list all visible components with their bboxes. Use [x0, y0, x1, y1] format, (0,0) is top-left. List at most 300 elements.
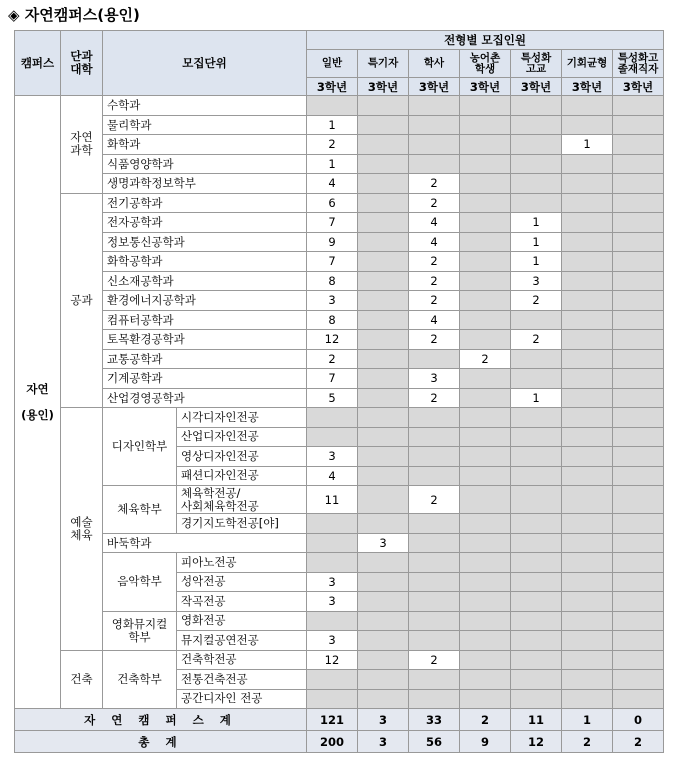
header-type-6: 특성화고 졸재직자	[613, 50, 664, 78]
count-cell	[511, 650, 562, 670]
count-cell	[409, 533, 460, 553]
count-cell	[460, 514, 511, 534]
count-cell	[613, 670, 664, 690]
count-cell: 3	[307, 447, 358, 467]
subtotal-row-value: 1	[562, 709, 613, 731]
count-cell	[358, 349, 409, 369]
count-cell	[409, 689, 460, 709]
count-cell	[460, 572, 511, 592]
count-cell: 3	[307, 631, 358, 651]
count-cell	[562, 631, 613, 651]
page-title: ◈ 자연캠퍼스(용인)	[8, 6, 140, 24]
count-cell	[409, 611, 460, 631]
count-cell	[562, 572, 613, 592]
count-cell	[613, 572, 664, 592]
count-cell	[307, 408, 358, 428]
total-row-value: 12	[511, 731, 562, 753]
table-row	[15, 310, 664, 330]
count-cell	[460, 650, 511, 670]
count-cell	[409, 670, 460, 690]
header-year-2: 3학년	[409, 78, 460, 96]
count-cell	[409, 154, 460, 174]
count-cell	[307, 514, 358, 534]
count-cell	[511, 115, 562, 135]
count-cell	[613, 349, 664, 369]
subtotal-row-value: 2	[460, 709, 511, 731]
count-cell	[358, 486, 409, 514]
count-cell	[562, 650, 613, 670]
college-natsci: 자연 과학	[61, 96, 103, 194]
header-college: 단과 대학	[61, 31, 103, 96]
count-cell	[409, 514, 460, 534]
table-row	[15, 369, 664, 389]
unit-name: 토목환경공학과	[103, 330, 307, 350]
header-year-3: 3학년	[460, 78, 511, 96]
count-cell	[409, 447, 460, 467]
table-row	[15, 96, 664, 116]
count-cell	[307, 427, 358, 447]
count-cell	[511, 96, 562, 116]
count-cell	[358, 514, 409, 534]
count-cell: 4	[409, 310, 460, 330]
count-cell	[613, 427, 664, 447]
college-arch: 건축	[61, 650, 103, 709]
count-cell	[460, 631, 511, 651]
count-cell: 12	[307, 650, 358, 670]
header-type-0: 일반	[307, 50, 358, 78]
total-row-value: 2	[562, 731, 613, 753]
table-row	[15, 611, 664, 631]
count-cell	[613, 115, 664, 135]
count-cell: 2	[409, 174, 460, 194]
unit-name: 성악전공	[177, 572, 307, 592]
total-row-value: 200	[307, 731, 358, 753]
unit-name: 바둑학과	[103, 533, 307, 553]
unit-name: 환경에너지공학과	[103, 291, 307, 311]
count-cell	[409, 592, 460, 612]
count-cell	[613, 408, 664, 428]
count-cell	[562, 486, 613, 514]
subtotal-row-value: 33	[409, 709, 460, 731]
count-cell	[460, 291, 511, 311]
count-cell	[460, 427, 511, 447]
count-cell	[409, 427, 460, 447]
table-row	[15, 252, 664, 272]
header-year-6: 3학년	[613, 78, 664, 96]
unit-name: 작곡전공	[177, 592, 307, 612]
count-cell	[358, 232, 409, 252]
subtotal-row-value: 11	[511, 709, 562, 731]
count-cell	[511, 670, 562, 690]
count-cell: 2	[511, 291, 562, 311]
count-cell	[460, 486, 511, 514]
count-cell	[460, 310, 511, 330]
count-cell	[409, 553, 460, 573]
unit-name: 식품영양학과	[103, 154, 307, 174]
count-cell	[562, 291, 613, 311]
table-row	[15, 650, 664, 670]
unit-name: 시각디자인전공	[177, 408, 307, 428]
count-cell: 2	[409, 650, 460, 670]
total-row-value: 2	[613, 731, 664, 753]
count-cell	[358, 310, 409, 330]
count-cell	[460, 553, 511, 573]
count-cell	[562, 330, 613, 350]
count-cell	[511, 447, 562, 467]
count-cell	[562, 670, 613, 690]
header-type-5: 기회균형	[562, 50, 613, 78]
unit-name: 건축학전공	[177, 650, 307, 670]
count-cell	[613, 514, 664, 534]
count-cell: 3	[307, 291, 358, 311]
count-cell	[562, 232, 613, 252]
header-year-4: 3학년	[511, 78, 562, 96]
table-row	[15, 486, 664, 514]
count-cell: 1	[307, 115, 358, 135]
count-cell	[562, 115, 613, 135]
count-cell	[307, 96, 358, 116]
count-cell	[358, 592, 409, 612]
count-cell	[307, 611, 358, 631]
college-eng: 공과	[61, 193, 103, 408]
table-row	[15, 174, 664, 194]
count-cell	[562, 174, 613, 194]
subtotal-row	[15, 709, 664, 731]
table-row	[15, 349, 664, 369]
count-cell: 2	[460, 349, 511, 369]
unit-name: 체육학전공/ 사회체육학전공	[177, 486, 307, 514]
count-cell: 6	[307, 193, 358, 213]
count-cell	[562, 427, 613, 447]
header-unit: 모집단위	[103, 31, 307, 96]
count-cell	[358, 154, 409, 174]
count-cell	[409, 115, 460, 135]
subtotal-row-value: 121	[307, 709, 358, 731]
count-cell	[460, 252, 511, 272]
count-cell: 1	[511, 213, 562, 233]
count-cell	[511, 631, 562, 651]
count-cell	[613, 592, 664, 612]
count-cell	[511, 514, 562, 534]
unit-name: 뮤지컬공연전공	[177, 631, 307, 651]
count-cell: 1	[511, 232, 562, 252]
header-campus: 캠퍼스	[15, 31, 61, 96]
count-cell: 2	[409, 388, 460, 408]
subtotal-row-label: 자 연 캠 퍼 스 계	[15, 709, 307, 731]
count-cell	[460, 689, 511, 709]
count-cell	[358, 670, 409, 690]
count-cell	[511, 533, 562, 553]
count-cell	[511, 553, 562, 573]
count-cell	[358, 408, 409, 428]
count-cell	[460, 670, 511, 690]
count-cell	[613, 193, 664, 213]
count-cell	[613, 154, 664, 174]
count-cell	[511, 611, 562, 631]
count-cell	[358, 611, 409, 631]
count-cell	[613, 447, 664, 467]
count-cell	[460, 408, 511, 428]
count-cell	[562, 349, 613, 369]
table-row	[15, 553, 664, 573]
count-cell	[460, 174, 511, 194]
count-cell	[460, 611, 511, 631]
count-cell: 7	[307, 252, 358, 272]
count-cell	[511, 193, 562, 213]
count-cell	[358, 689, 409, 709]
count-cell	[409, 135, 460, 155]
unit-name: 산업경영공학과	[103, 388, 307, 408]
count-cell	[358, 115, 409, 135]
count-cell	[511, 349, 562, 369]
count-cell	[358, 572, 409, 592]
unit-name: 산업디자인전공	[177, 427, 307, 447]
count-cell	[613, 369, 664, 389]
count-cell	[562, 193, 613, 213]
count-cell	[613, 213, 664, 233]
count-cell	[460, 193, 511, 213]
count-cell	[358, 193, 409, 213]
unit-name: 신소재공학과	[103, 271, 307, 291]
unit-name: 화학공학과	[103, 252, 307, 272]
count-cell	[613, 611, 664, 631]
count-cell	[613, 271, 664, 291]
count-cell	[562, 310, 613, 330]
count-cell	[409, 631, 460, 651]
count-cell	[613, 486, 664, 514]
count-cell	[460, 466, 511, 486]
count-cell	[358, 174, 409, 194]
count-cell	[409, 466, 460, 486]
count-cell	[358, 330, 409, 350]
header-type-2: 학사	[409, 50, 460, 78]
count-cell	[307, 689, 358, 709]
table-row	[15, 154, 664, 174]
count-cell	[307, 670, 358, 690]
count-cell: 3	[307, 572, 358, 592]
count-cell	[358, 213, 409, 233]
count-cell: 2	[409, 291, 460, 311]
count-cell	[358, 631, 409, 651]
table-row	[15, 533, 664, 553]
count-cell	[613, 650, 664, 670]
admission-table	[14, 30, 664, 753]
count-cell: 2	[409, 486, 460, 514]
count-cell	[613, 135, 664, 155]
count-cell	[562, 213, 613, 233]
count-cell	[409, 408, 460, 428]
count-cell: 2	[307, 349, 358, 369]
header-type-3: 농어촌 학생	[460, 50, 511, 78]
count-cell: 2	[511, 330, 562, 350]
unit-name: 패션디자인전공	[177, 466, 307, 486]
count-cell: 3	[307, 592, 358, 612]
table-row	[15, 408, 664, 428]
unit-group: 음악학부	[103, 553, 177, 612]
count-cell	[562, 592, 613, 612]
count-cell	[307, 553, 358, 573]
total-row-value: 3	[358, 731, 409, 753]
count-cell	[613, 533, 664, 553]
count-cell	[460, 369, 511, 389]
unit-group: 영화뮤지컬 학부	[103, 611, 177, 650]
count-cell	[460, 388, 511, 408]
count-cell: 3	[358, 533, 409, 553]
total-row	[15, 731, 664, 753]
unit-name: 컴퓨터공학과	[103, 310, 307, 330]
count-cell: 7	[307, 213, 358, 233]
count-cell: 2	[409, 193, 460, 213]
count-cell	[358, 135, 409, 155]
count-cell	[511, 466, 562, 486]
count-cell	[358, 466, 409, 486]
count-cell	[562, 252, 613, 272]
count-cell	[460, 213, 511, 233]
unit-name: 화학과	[103, 135, 307, 155]
count-cell	[613, 388, 664, 408]
table-row	[15, 193, 664, 213]
count-cell	[613, 631, 664, 651]
count-cell	[511, 310, 562, 330]
count-cell: 1	[562, 135, 613, 155]
college-arts: 예술 체육	[61, 408, 103, 651]
count-cell	[562, 533, 613, 553]
count-cell	[460, 135, 511, 155]
count-cell	[460, 154, 511, 174]
count-cell	[358, 96, 409, 116]
count-cell	[613, 252, 664, 272]
count-cell	[562, 689, 613, 709]
header-year-0: 3학년	[307, 78, 358, 96]
count-cell	[562, 154, 613, 174]
count-cell	[562, 514, 613, 534]
count-cell	[511, 369, 562, 389]
count-cell	[613, 553, 664, 573]
count-cell	[409, 349, 460, 369]
subtotal-row-value: 0	[613, 709, 664, 731]
unit-name: 전통건축전공	[177, 670, 307, 690]
table-row	[15, 388, 664, 408]
table-row	[15, 232, 664, 252]
total-row-value: 9	[460, 731, 511, 753]
count-cell	[613, 291, 664, 311]
count-cell	[511, 135, 562, 155]
count-cell	[613, 310, 664, 330]
table-row	[15, 115, 664, 135]
count-cell: 5	[307, 388, 358, 408]
count-cell: 2	[409, 252, 460, 272]
count-cell	[307, 533, 358, 553]
count-cell	[511, 572, 562, 592]
table-row	[15, 213, 664, 233]
count-cell	[562, 369, 613, 389]
count-cell	[511, 689, 562, 709]
count-cell	[562, 466, 613, 486]
unit-name: 교통공학과	[103, 349, 307, 369]
count-cell: 2	[409, 330, 460, 350]
unit-name: 수학과	[103, 96, 307, 116]
count-cell: 7	[307, 369, 358, 389]
count-cell: 11	[307, 486, 358, 514]
count-cell	[358, 369, 409, 389]
count-cell	[511, 427, 562, 447]
unit-name: 경기지도학전공[야]	[177, 514, 307, 534]
header-type-4: 특성화 고교	[511, 50, 562, 78]
count-cell: 1	[307, 154, 358, 174]
unit-group: 건축학부	[103, 650, 177, 709]
count-cell	[613, 232, 664, 252]
table-row	[15, 271, 664, 291]
campus-label: 자연 (용인)	[15, 96, 61, 709]
count-cell: 4	[409, 232, 460, 252]
unit-name: 공간디자인 전공	[177, 689, 307, 709]
count-cell	[562, 447, 613, 467]
count-cell: 1	[511, 252, 562, 272]
unit-group: 체육학부	[103, 486, 177, 534]
table-row	[15, 291, 664, 311]
count-cell	[409, 96, 460, 116]
subtotal-row-value: 3	[358, 709, 409, 731]
count-cell	[562, 611, 613, 631]
count-cell: 4	[307, 174, 358, 194]
count-cell	[562, 388, 613, 408]
unit-name: 전자공학과	[103, 213, 307, 233]
count-cell	[562, 271, 613, 291]
unit-name: 전기공학과	[103, 193, 307, 213]
count-cell: 9	[307, 232, 358, 252]
count-cell	[358, 271, 409, 291]
unit-name: 영상디자인전공	[177, 447, 307, 467]
count-cell	[511, 592, 562, 612]
count-cell	[460, 330, 511, 350]
count-cell: 3	[511, 271, 562, 291]
unit-group: 디자인학부	[103, 408, 177, 486]
header-group: 전형별 모집인원	[307, 31, 664, 50]
unit-name: 생명과학정보학부	[103, 174, 307, 194]
unit-name: 영화전공	[177, 611, 307, 631]
count-cell	[460, 592, 511, 612]
count-cell	[358, 252, 409, 272]
header-year-1: 3학년	[358, 78, 409, 96]
total-row-label: 총 계	[15, 731, 307, 753]
count-cell	[613, 330, 664, 350]
count-cell	[358, 291, 409, 311]
count-cell	[460, 447, 511, 467]
count-cell	[511, 174, 562, 194]
count-cell	[613, 96, 664, 116]
count-cell	[511, 408, 562, 428]
count-cell	[358, 553, 409, 573]
count-cell	[511, 486, 562, 514]
count-cell	[358, 447, 409, 467]
count-cell	[511, 154, 562, 174]
count-cell	[358, 427, 409, 447]
count-cell: 4	[307, 466, 358, 486]
count-cell	[613, 174, 664, 194]
total-row-value: 56	[409, 731, 460, 753]
count-cell: 3	[409, 369, 460, 389]
count-cell	[460, 115, 511, 135]
count-cell	[409, 572, 460, 592]
unit-name: 물리학과	[103, 115, 307, 135]
count-cell	[562, 96, 613, 116]
header-type-1: 특기자	[358, 50, 409, 78]
count-cell: 2	[409, 271, 460, 291]
count-cell: 8	[307, 271, 358, 291]
count-cell	[358, 388, 409, 408]
table-row	[15, 330, 664, 350]
count-cell	[460, 96, 511, 116]
